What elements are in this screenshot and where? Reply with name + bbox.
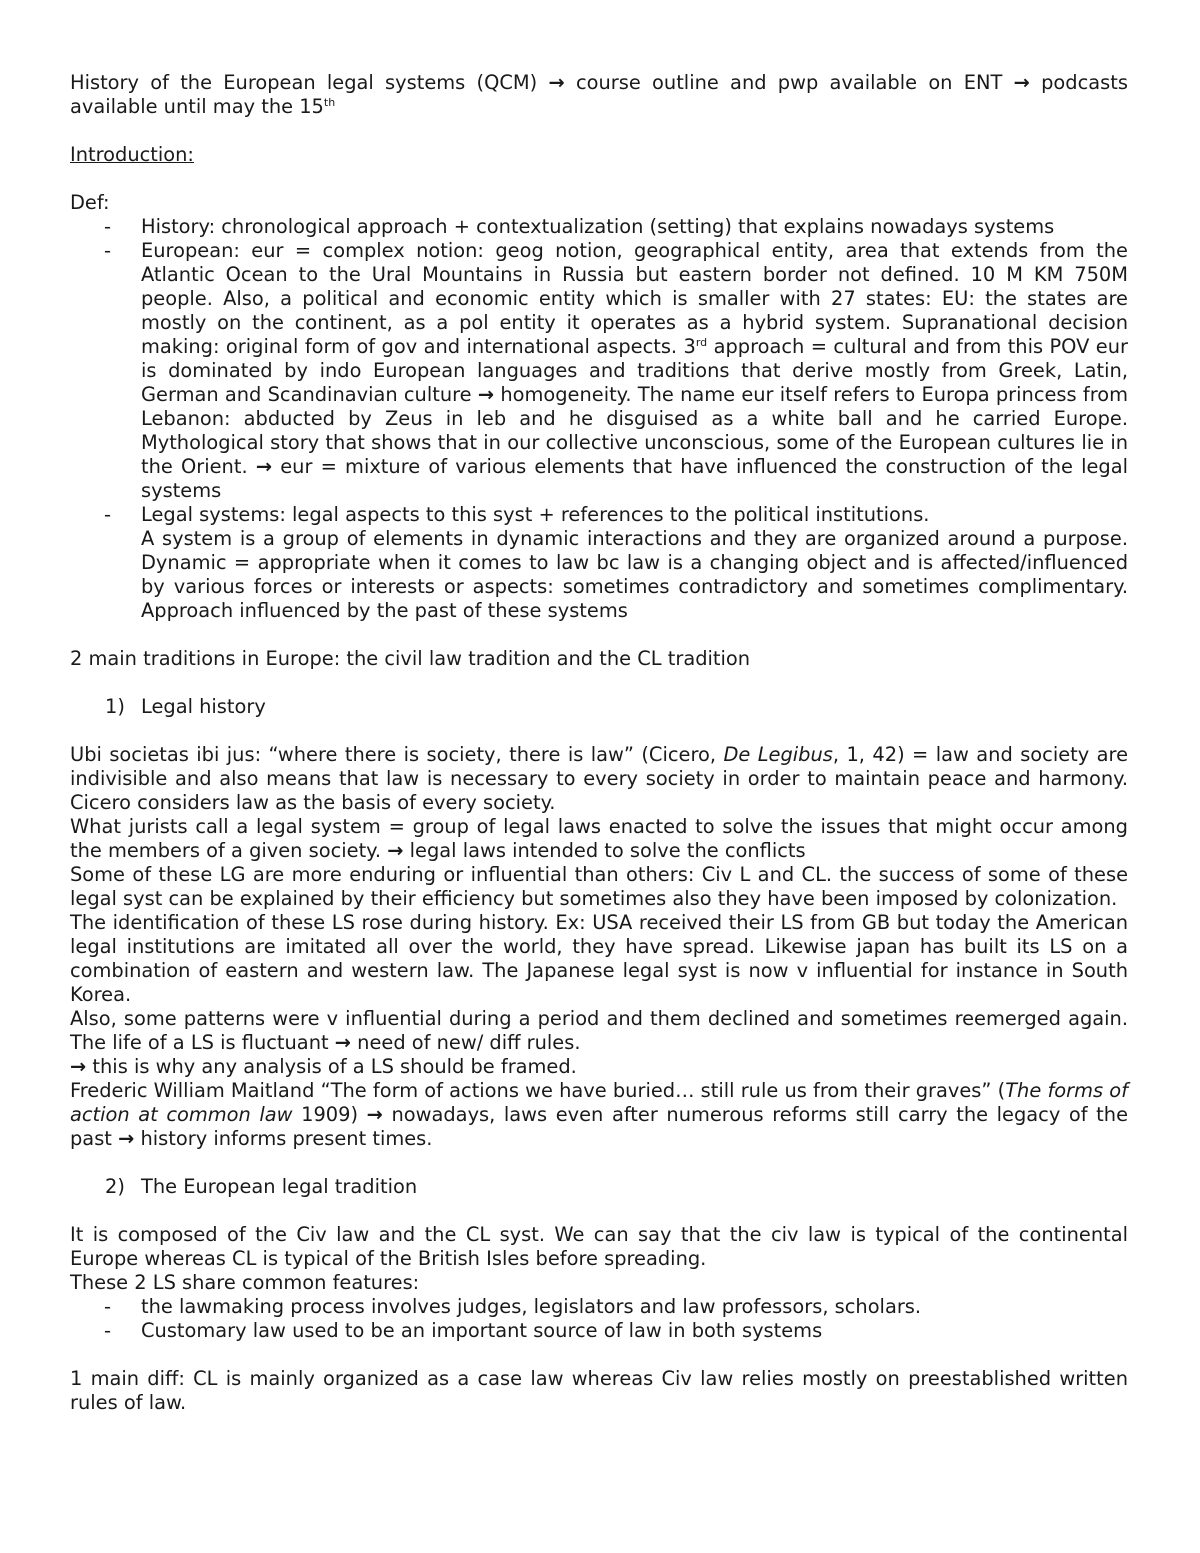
arrow-icon: → (366, 1103, 383, 1126)
def-heading: Def: (70, 191, 110, 214)
section-title: Legal history (141, 695, 266, 718)
definition-legal-systems: - Legal systems: legal aspects to this syst + references to the political institutions. A system is a group of elements in dynamic interactions and they are organized around a purpose. Dynamic = appropriate when it comes to law bc law is a changing object and is affected/influenced by various forces or interests or aspects: sometimes contradictory and sometimes complimentary. Approach influenced by the past of these systems (141, 503, 1128, 623)
course-info: course outline and pwp available on ENT (575, 71, 1003, 94)
arrow-icon: → (255, 455, 273, 478)
paragraph-patterns: Also, some patterns were v influential during a period and them declined and sometimes reemerged again. The life of a LS is fluctuant → need of new/ diff rules. (70, 1007, 1128, 1054)
paragraph-identification: The identification of these LS rose during history. Ex: USA received their LS from GB but today the American legal institutions are imitated all over the world, they have spread. Likewise japan has built its LS on a combination of eastern and western law. The Japanese legal syst is now v influential for instance in South Korea. (70, 911, 1128, 1006)
paragraph-maitland: Frederic William Maitland “The form of actions we have buried… still rule us from their graves” (The forms of action at common law 1909) → nowadays, laws even after numerous reforms still carry the legacy of the past → history informs present times. (70, 1079, 1128, 1150)
section-heading-european-tradition (70, 1175, 1128, 1199)
paragraph-composed: It is composed of the Civ law and the CL syst. We can say that the civ law is typical of the continental Europe whereas CL is typical of the British Isles before spreading. (70, 1223, 1128, 1270)
paragraph-main-diff: 1 main diff: CL is mainly organized as a case law whereas Civ law relies mostly on preestablished written rules of law. (70, 1367, 1128, 1414)
course-header (70, 71, 1128, 119)
definition-european: - European: eur = complex notion: geog notion, geographical entity, area that extends from the Atlantic Ocean to the Ural Mountains in Russia but eastern border not defined. 10 M KM 750M people. Also, a political and economic entity which is smaller with 27 states: EU: the states are mostly on the continent, as a pol entity it operates as a hybrid system. Supranational decision making: original form of gov and international aspects. 3rd approach = cultural and from this POV eur is dominated by indo European languages and traditions that derive mostly from Greek, Latin, German and Scandinavian culture → homogeneity. The name eur itself refers to Europa princess from Lebanon: abducted by Zeus in leb and he disguised as a white ball and he carried Europe. Mythological story that shows that in our collective unconscious, some of the European cultures lie in the Orient. → eur = mixture of various elements that have influenced the construction of the legal systems (141, 239, 1128, 503)
superscript: rd (695, 336, 708, 349)
section-number: 1) (105, 695, 125, 718)
arrow-icon: → (334, 1031, 351, 1054)
feature-item: - the lawmaking process involves judges, legislators and law professors, scholars. (141, 1295, 1128, 1319)
arrow-icon: → (548, 71, 565, 94)
paragraph-jurists: What jurists call a legal system = group of legal laws enacted to solve the issues that might occur among the members of a given society. → legal laws intended to solve the conflicts (70, 815, 1128, 862)
arrow-icon: → (70, 1055, 87, 1078)
superscript: th (323, 96, 336, 109)
paragraph-enduring: Some of these LG are more enduring or influential than others: Civ L and CL. the success of some of these legal syst can be explained by their efficiency but sometimes also they have been imposed by colonization. (70, 863, 1128, 910)
section-heading-legal-history (70, 695, 1128, 719)
definition-history: - History: chronological approach + contextualization (setting) that explains nowadays systems (141, 215, 1128, 239)
section-number: 2) (105, 1175, 125, 1198)
introduction-heading: Introduction: (70, 143, 194, 166)
paragraph-ubi-societas: Ubi societas ibi jus: “where there is society, there is law” (Cicero, De Legibus, 1, 42) = law and society are indivisible and also means that law is necessary to every society in order to maintain peace and harmony. Cicero considers law as the basis of every society. (70, 743, 1129, 814)
features-list (70, 1295, 1128, 1343)
podcast-info: podcasts available until may the 15 (70, 71, 1128, 118)
definitions-list (70, 215, 1128, 623)
arrow-icon: → (1013, 71, 1030, 94)
traditions-paragraph: 2 main traditions in Europe: the civil law tradition and the CL tradition (70, 647, 751, 670)
document-page (70, 71, 1128, 1415)
arrow-icon: → (477, 383, 495, 406)
arrow-icon: → (118, 1127, 135, 1150)
paragraph-share: These 2 LS share common features: (70, 1271, 420, 1294)
paragraph-framed: → this is why any analysis of a LS should be framed. (70, 1055, 577, 1078)
arrow-icon: → (387, 839, 404, 862)
course-title: History of the European legal systems (QCM) (70, 71, 538, 94)
feature-item: - Customary law used to be an important source of law in both systems (141, 1319, 1128, 1343)
section-title: The European legal tradition (141, 1175, 418, 1198)
